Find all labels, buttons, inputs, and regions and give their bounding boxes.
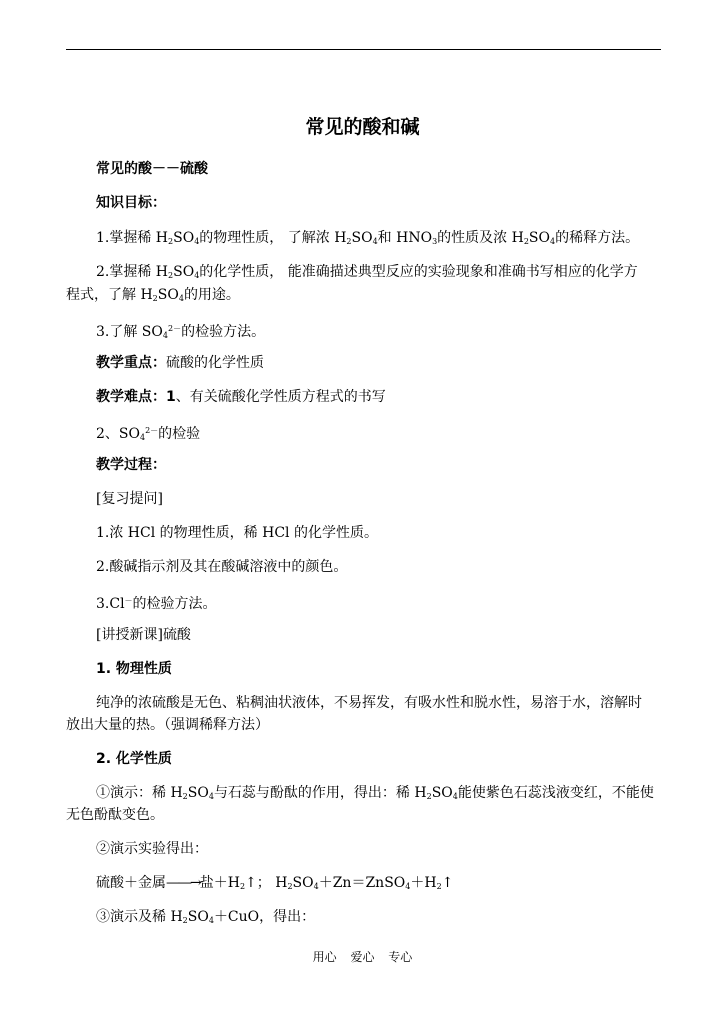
review-question-2: 2.酸碱指示剂及其在酸碱溶液中的颜色。 <box>96 559 348 575</box>
difficulty-2: 2、$SO_4^{2-}$的检验 <box>96 426 201 442</box>
header-rule <box>66 49 661 50</box>
process-heading: 教学过程： <box>96 457 166 473</box>
new-lesson: [讲授新课]硫酸 <box>96 627 191 643</box>
demo-2: ②演示实验得出： <box>96 841 208 857</box>
physical-properties-text: 纯净的浓硫酸是无色、粘稠油状液体，不易挥发，有吸水性和脱水性，易溶于水，溶解时 <box>96 695 642 711</box>
section-heading: 常见的酸－－硫酸 <box>96 161 208 177</box>
objective-1: 1.掌握稀 $H_2SO_4$的物理性质， 了解浓 $H_2SO_4$和 $HNO_3$的性质及浓 $H_2SO_4$的稀释方法。 <box>96 230 640 246</box>
objective-2: 2.掌握稀 $H_2SO_4$的化学性质， 能准确描述典型反应的实验现象和准确书写相应的化学方 <box>96 264 638 280</box>
difficulty: 教学难点：1、有关硫酸化学性质方程式的书写 <box>96 389 386 405</box>
chemical-properties-heading: 2. 化学性质 <box>96 751 172 767</box>
physical-properties-text-cont: 放出大量的热。（强调稀释方法） <box>66 717 269 733</box>
review-question-1: 1.浓 HCl 的物理性质，稀 HCl 的化学性质。 <box>96 525 378 541</box>
objective-3: 3.了解 $SO_4^{2-}$的检验方法。 <box>96 324 266 340</box>
page-title: 常见的酸和碱 <box>305 116 420 138</box>
physical-properties-heading: 1. 物理性质 <box>96 661 172 677</box>
demo-1: ①演示：稀 $H_2SO_4$与石蕊与酚酞的作用，得出：稀 $H_2SO_4$能使紫色石蕊浅液变红，不能使 <box>96 785 654 801</box>
page-footer: 用心 爱心 专心 <box>312 950 413 964</box>
review-tag: [复习提问] <box>96 491 163 507</box>
objectives-heading: 知识目标： <box>96 195 166 211</box>
key-point: 教学重点：硫酸的化学性质 <box>96 355 264 371</box>
reaction-arrow: ——→ <box>166 875 200 891</box>
review-question-3: 3.Cl－的检验方法。 <box>96 596 217 612</box>
reaction-equation: 硫酸＋金属——→盐$+H_2↑$； $H_2SO_4+Zn=ZnSO_4+H_2↑$ <box>96 875 454 891</box>
objective-2-cont: 程式，了解 $H_2SO_4$的用途。 <box>66 287 240 303</box>
demo-3: ③演示及稀 $H_2SO_4+CuO$，得出： <box>96 909 316 925</box>
demo-1-cont: 无色酚酞变色。 <box>66 807 164 823</box>
